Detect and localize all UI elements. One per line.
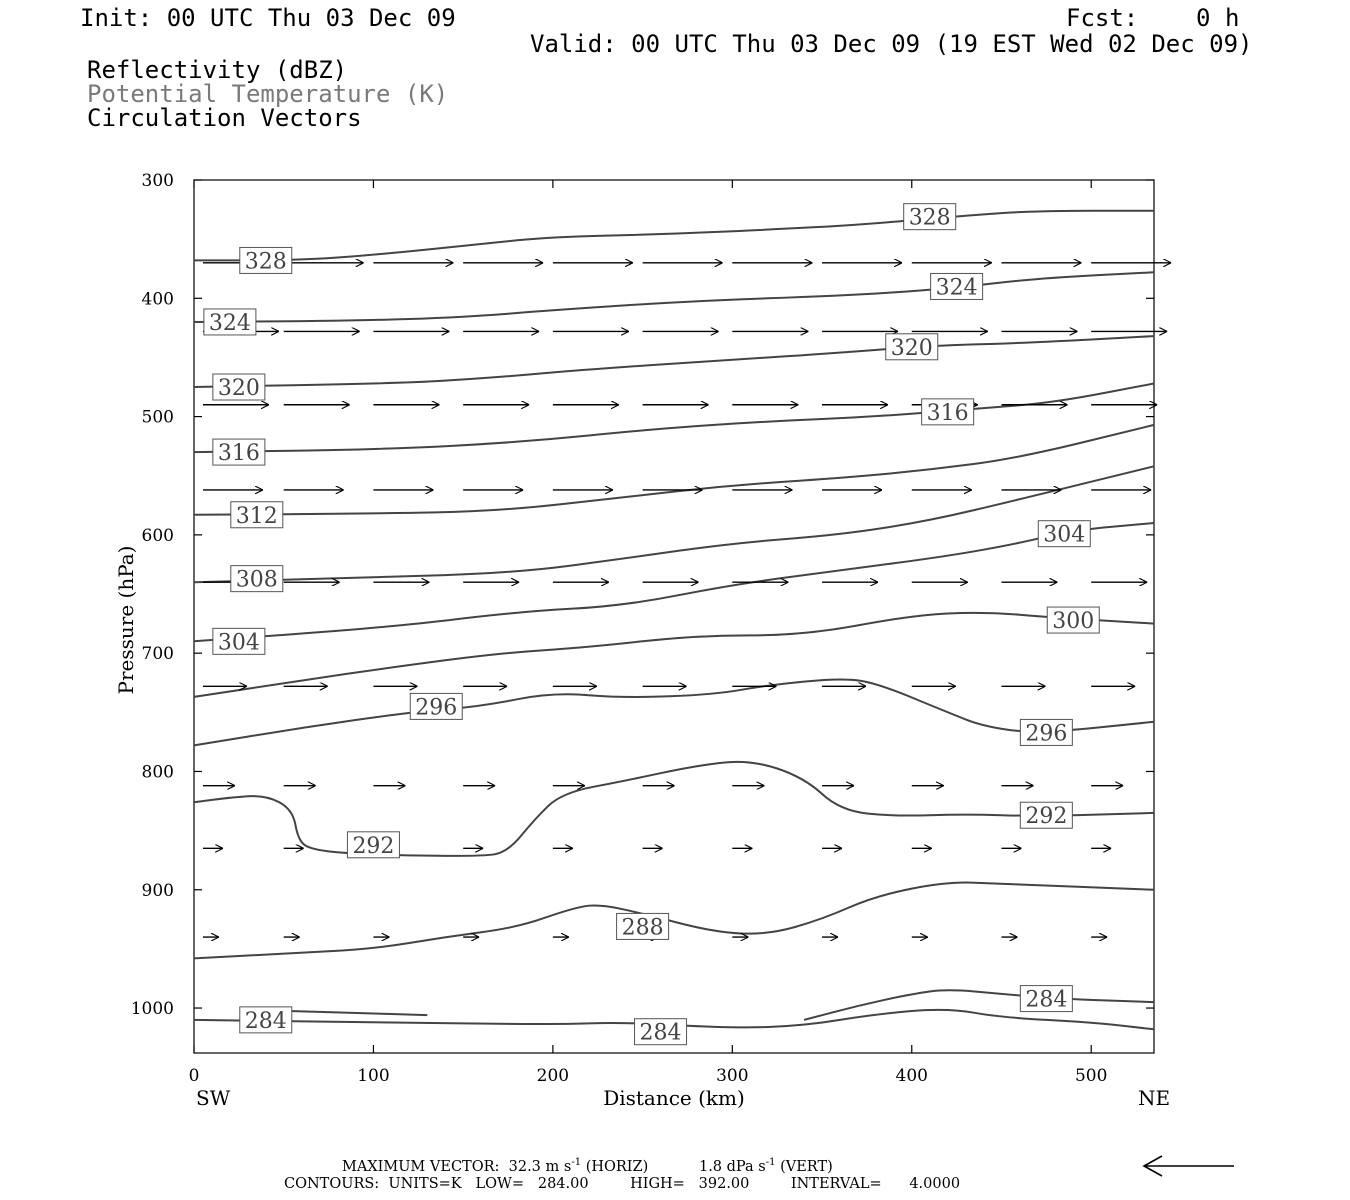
contour-320 — [194, 336, 1154, 387]
contour-label: 328 — [244, 249, 287, 275]
y-tick-label: 900 — [141, 880, 174, 901]
contour-288 — [194, 883, 1154, 959]
x-tick-label: 500 — [1074, 1066, 1108, 1086]
x-tick-label: 300 — [716, 1066, 749, 1086]
contour-label: 284 — [639, 1020, 682, 1046]
y-axis-label: Pressure (hPa) — [114, 545, 138, 695]
y-tick-label: 1000 — [130, 999, 174, 1020]
contour-328 — [194, 211, 1154, 261]
contour-label: 292 — [352, 833, 395, 859]
contour-300 — [194, 613, 1154, 697]
x-axis-label: Distance (km) — [603, 1086, 745, 1110]
contour-label: 324 — [935, 275, 978, 301]
contour-label: 308 — [235, 567, 278, 593]
contour-label: 300 — [1052, 609, 1095, 635]
contour-292 — [194, 762, 1154, 856]
field-potential-temperature: Potential Temperature (K) — [87, 80, 449, 108]
field-reflectivity: Reflectivity (dBZ) — [87, 56, 348, 84]
contour-label: 292 — [1025, 804, 1068, 830]
contour-296 — [194, 679, 1154, 745]
init-time: Init: 00 UTC Thu 03 Dec 09 — [80, 4, 456, 32]
x-tick-label: 200 — [536, 1066, 570, 1086]
ne-label: NE — [1138, 1086, 1171, 1110]
contours-info: CONTOURS: UNITS=K LOW= 284.00 HIGH= 392.00 INTERVAL= 4.0000 — [284, 1176, 961, 1192]
contour-308 — [194, 466, 1154, 582]
contour-label: 320 — [217, 376, 260, 402]
y-tick-label: 800 — [141, 762, 174, 783]
contour-label: 320 — [890, 335, 933, 361]
contour-324 — [194, 272, 1154, 322]
contour-label: 316 — [926, 400, 969, 426]
x-tick-label: 0 — [188, 1066, 200, 1086]
contour-label: 316 — [217, 441, 260, 467]
contour-284 — [804, 987, 1154, 1020]
max-vector-info: MAXIMUM VECTOR: 32.3 m $s^{-1}$ (HORIZ) 1.8 dPa $s^{-1}$ (VERT) — [342, 1157, 833, 1175]
contour-label: 296 — [1025, 721, 1068, 747]
contour-label: 288 — [621, 915, 664, 941]
y-tick-label: 600 — [141, 525, 174, 546]
x-tick-label: 100 — [357, 1066, 390, 1086]
valid-time: Valid: 00 UTC Thu 03 Dec 09 (19 EST Wed 02 Dec 09) — [530, 30, 1253, 58]
y-tick-label: 700 — [141, 644, 174, 665]
contour-316 — [194, 384, 1154, 453]
y-tick-label: 500 — [141, 407, 174, 428]
contour-label: 296 — [415, 695, 458, 721]
forecast-hour: Fcst: 0 h — [1066, 4, 1240, 32]
contour-label: 324 — [208, 310, 251, 336]
contour-label: 304 — [1043, 522, 1086, 548]
contour-label: 328 — [908, 205, 951, 231]
contour-label: 304 — [217, 630, 260, 656]
contour-label: 284 — [1025, 987, 1068, 1013]
sw-label: SW — [196, 1086, 231, 1110]
y-tick-label: 300 — [141, 171, 174, 191]
field-circulation-vectors: Circulation Vectors — [87, 104, 362, 132]
contour-label: 312 — [235, 503, 278, 529]
x-tick-label: 400 — [895, 1066, 928, 1086]
contour-label: 284 — [244, 1008, 287, 1034]
y-tick-label: 400 — [141, 289, 174, 310]
